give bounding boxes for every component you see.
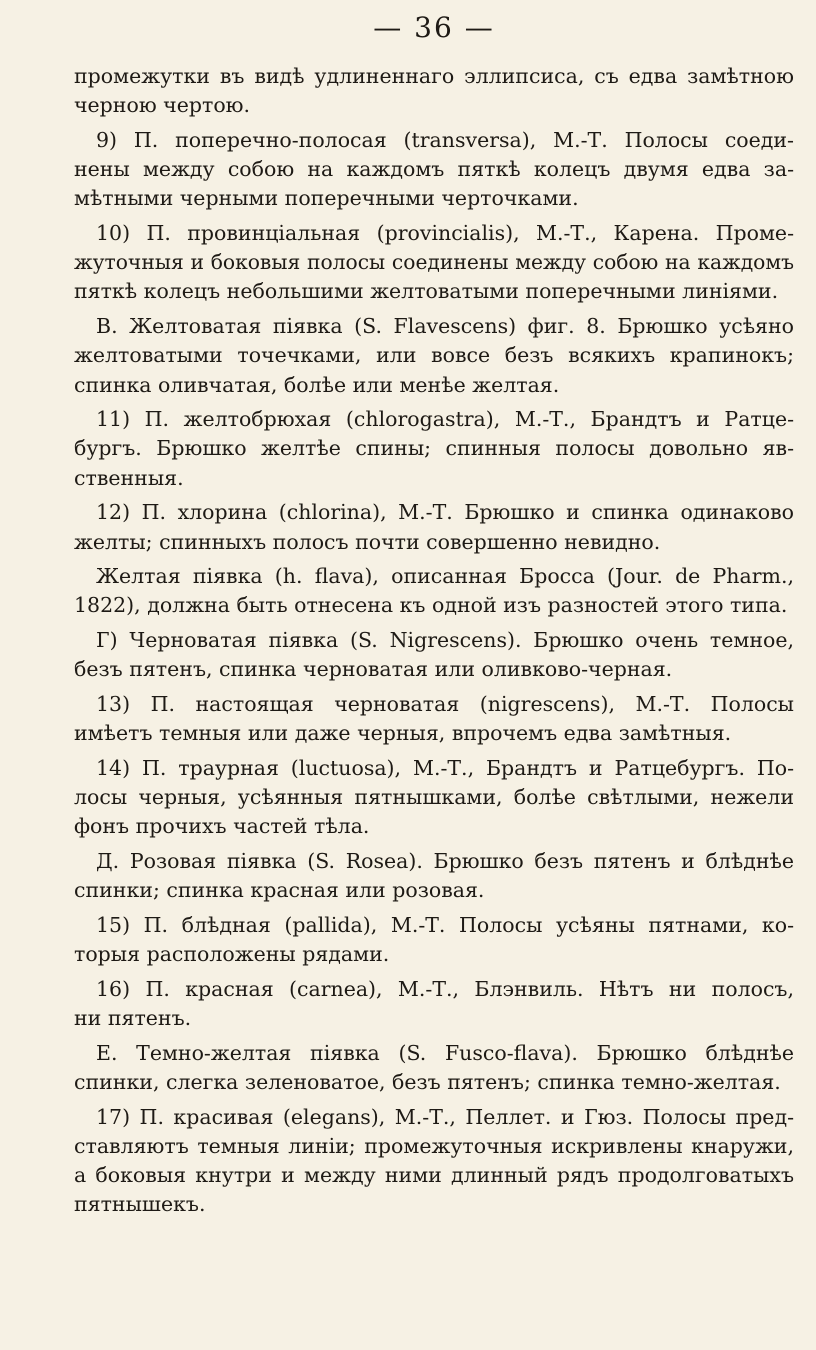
text-line: лосы черныя, усѣянныя пятнышками, болѣе свѣтлыми, нежели <box>74 785 794 810</box>
text-line: ни пятенъ. <box>74 1006 192 1031</box>
paragraph <box>74 911 794 969</box>
text-line: фонъ прочихъ частей тѣла. <box>74 814 370 839</box>
text-line: ставляютъ темныя линіи; промежуточныя искривлены кнаружи, <box>74 1133 794 1158</box>
text-line: пяткѣ колецъ небольшими желтоватыми поперечными линіями. <box>74 279 779 304</box>
paragraph <box>74 312 794 400</box>
text-line: 17) П. красивая (elegans), М.-Т., Пеллет. и Гюз. Полосы пред- <box>96 1104 794 1129</box>
paragraph <box>74 690 794 748</box>
page-number: — 36 — <box>373 11 495 44</box>
text-line: спинки; спинка красная или розовая. <box>74 878 485 903</box>
text-line: Г) Черноватая піявка (S. Nigrescens). Брюшко очень темное, <box>96 628 794 653</box>
text-line: черною чертою. <box>74 93 251 118</box>
text-line: В. Желтоватая піявка (S. Flavescens) фиг. 8. Брюшко усѣяно <box>96 314 794 339</box>
text-line: ственныя. <box>74 465 184 490</box>
text-line: жуточныя и боковыя полосы соединены между собою на каждомъ <box>74 250 794 275</box>
text-line: желтоватыми точечками, или вовсе безъ всякихъ крапинокъ; <box>74 343 794 368</box>
text-line: пятнышекъ. <box>74 1192 206 1217</box>
paragraph <box>74 219 794 307</box>
text-line: спинки, слегка зеленоватое, безъ пятенъ; спинка темно-желтая. <box>74 1070 781 1094</box>
text-line: 10) П. провинціальная (provincialis), М.-Т., Карена. Проме- <box>96 221 794 246</box>
text-line: нены между собою на каждомъ пяткѣ колецъ двумя едва за- <box>74 157 794 182</box>
text-line: желты; спинныхъ полосъ почти совершенно невидно. <box>74 529 661 554</box>
text-line: 9) П. поперечно-полосая (transversa), М.-Т. Полосы соеди- <box>96 127 794 152</box>
paragraph <box>74 1103 794 1220</box>
paragraph <box>74 126 794 214</box>
paragraph <box>74 847 794 905</box>
text-line: 16) П. красная (carnea), М.-Т., Блэнвиль. Нѣтъ ни полосъ, <box>96 976 794 1001</box>
text-line: торыя расположены рядами. <box>74 942 390 967</box>
text-line: 12) П. хлорина (chlorina), М.-Т. Брюшко и спинка одинаково <box>96 500 794 525</box>
text-line: безъ пятенъ, спинка черноватая или оливково-черная. <box>74 657 673 682</box>
text-line: 14) П. траурная (luctuosa), М.-Т., Брандтъ и Ратцебургъ. По- <box>96 755 794 780</box>
text-line: Желтая піявка (h. flava), описанная Броссa (Jour. de Pharm., <box>96 564 794 589</box>
text-line: промежутки въ видѣ удлиненнаго эллипсиса, съ едва замѣтною <box>74 64 794 88</box>
paragraph <box>74 405 794 493</box>
paragraph <box>74 498 794 556</box>
text-line: имѣетъ темныя или даже черныя, впрочемъ едва замѣтныя. <box>74 721 732 746</box>
paragraph <box>74 1039 794 1097</box>
paragraph <box>74 975 794 1033</box>
paragraph <box>74 562 794 620</box>
text-line: 11) П. желтобрюхая (chlorogastra), М.-Т., Брандтъ и Ратце- <box>96 407 794 432</box>
text-line: 15) П. блѣдная (pallida), М.-Т. Полосы усѣяны пятнами, ко- <box>96 912 794 937</box>
text-line: бургъ. Брюшко желтѣе спины; спинныя полосы довольно яв- <box>74 436 794 461</box>
text-line: а боковыя кнутри и между ними длинный рядъ продолговатыхъ <box>74 1163 794 1188</box>
text-line: 13) П. настоящая черноватая (nigrescens), М.-Т. Полосы <box>96 692 794 717</box>
text-line: спинка оливчатая, болѣе или менѣе желтая. <box>74 372 560 397</box>
text-line: 1822), должна быть отнесена къ одной изъ разностей этого типа. <box>74 593 788 618</box>
paragraph <box>74 626 794 684</box>
body-text <box>74 62 794 1220</box>
text-line: Д. Розовая піявка (S. Rosea). Брюшко безъ пятенъ и блѣднѣе <box>96 849 794 874</box>
text-line: Е. Темно-желтая піявка (S. Fusco-flava). Брюшко блѣднѣе <box>96 1040 794 1065</box>
paragraph <box>74 754 794 842</box>
paragraph <box>74 62 794 120</box>
text-line: мѣтными черными поперечными черточками. <box>74 186 579 211</box>
